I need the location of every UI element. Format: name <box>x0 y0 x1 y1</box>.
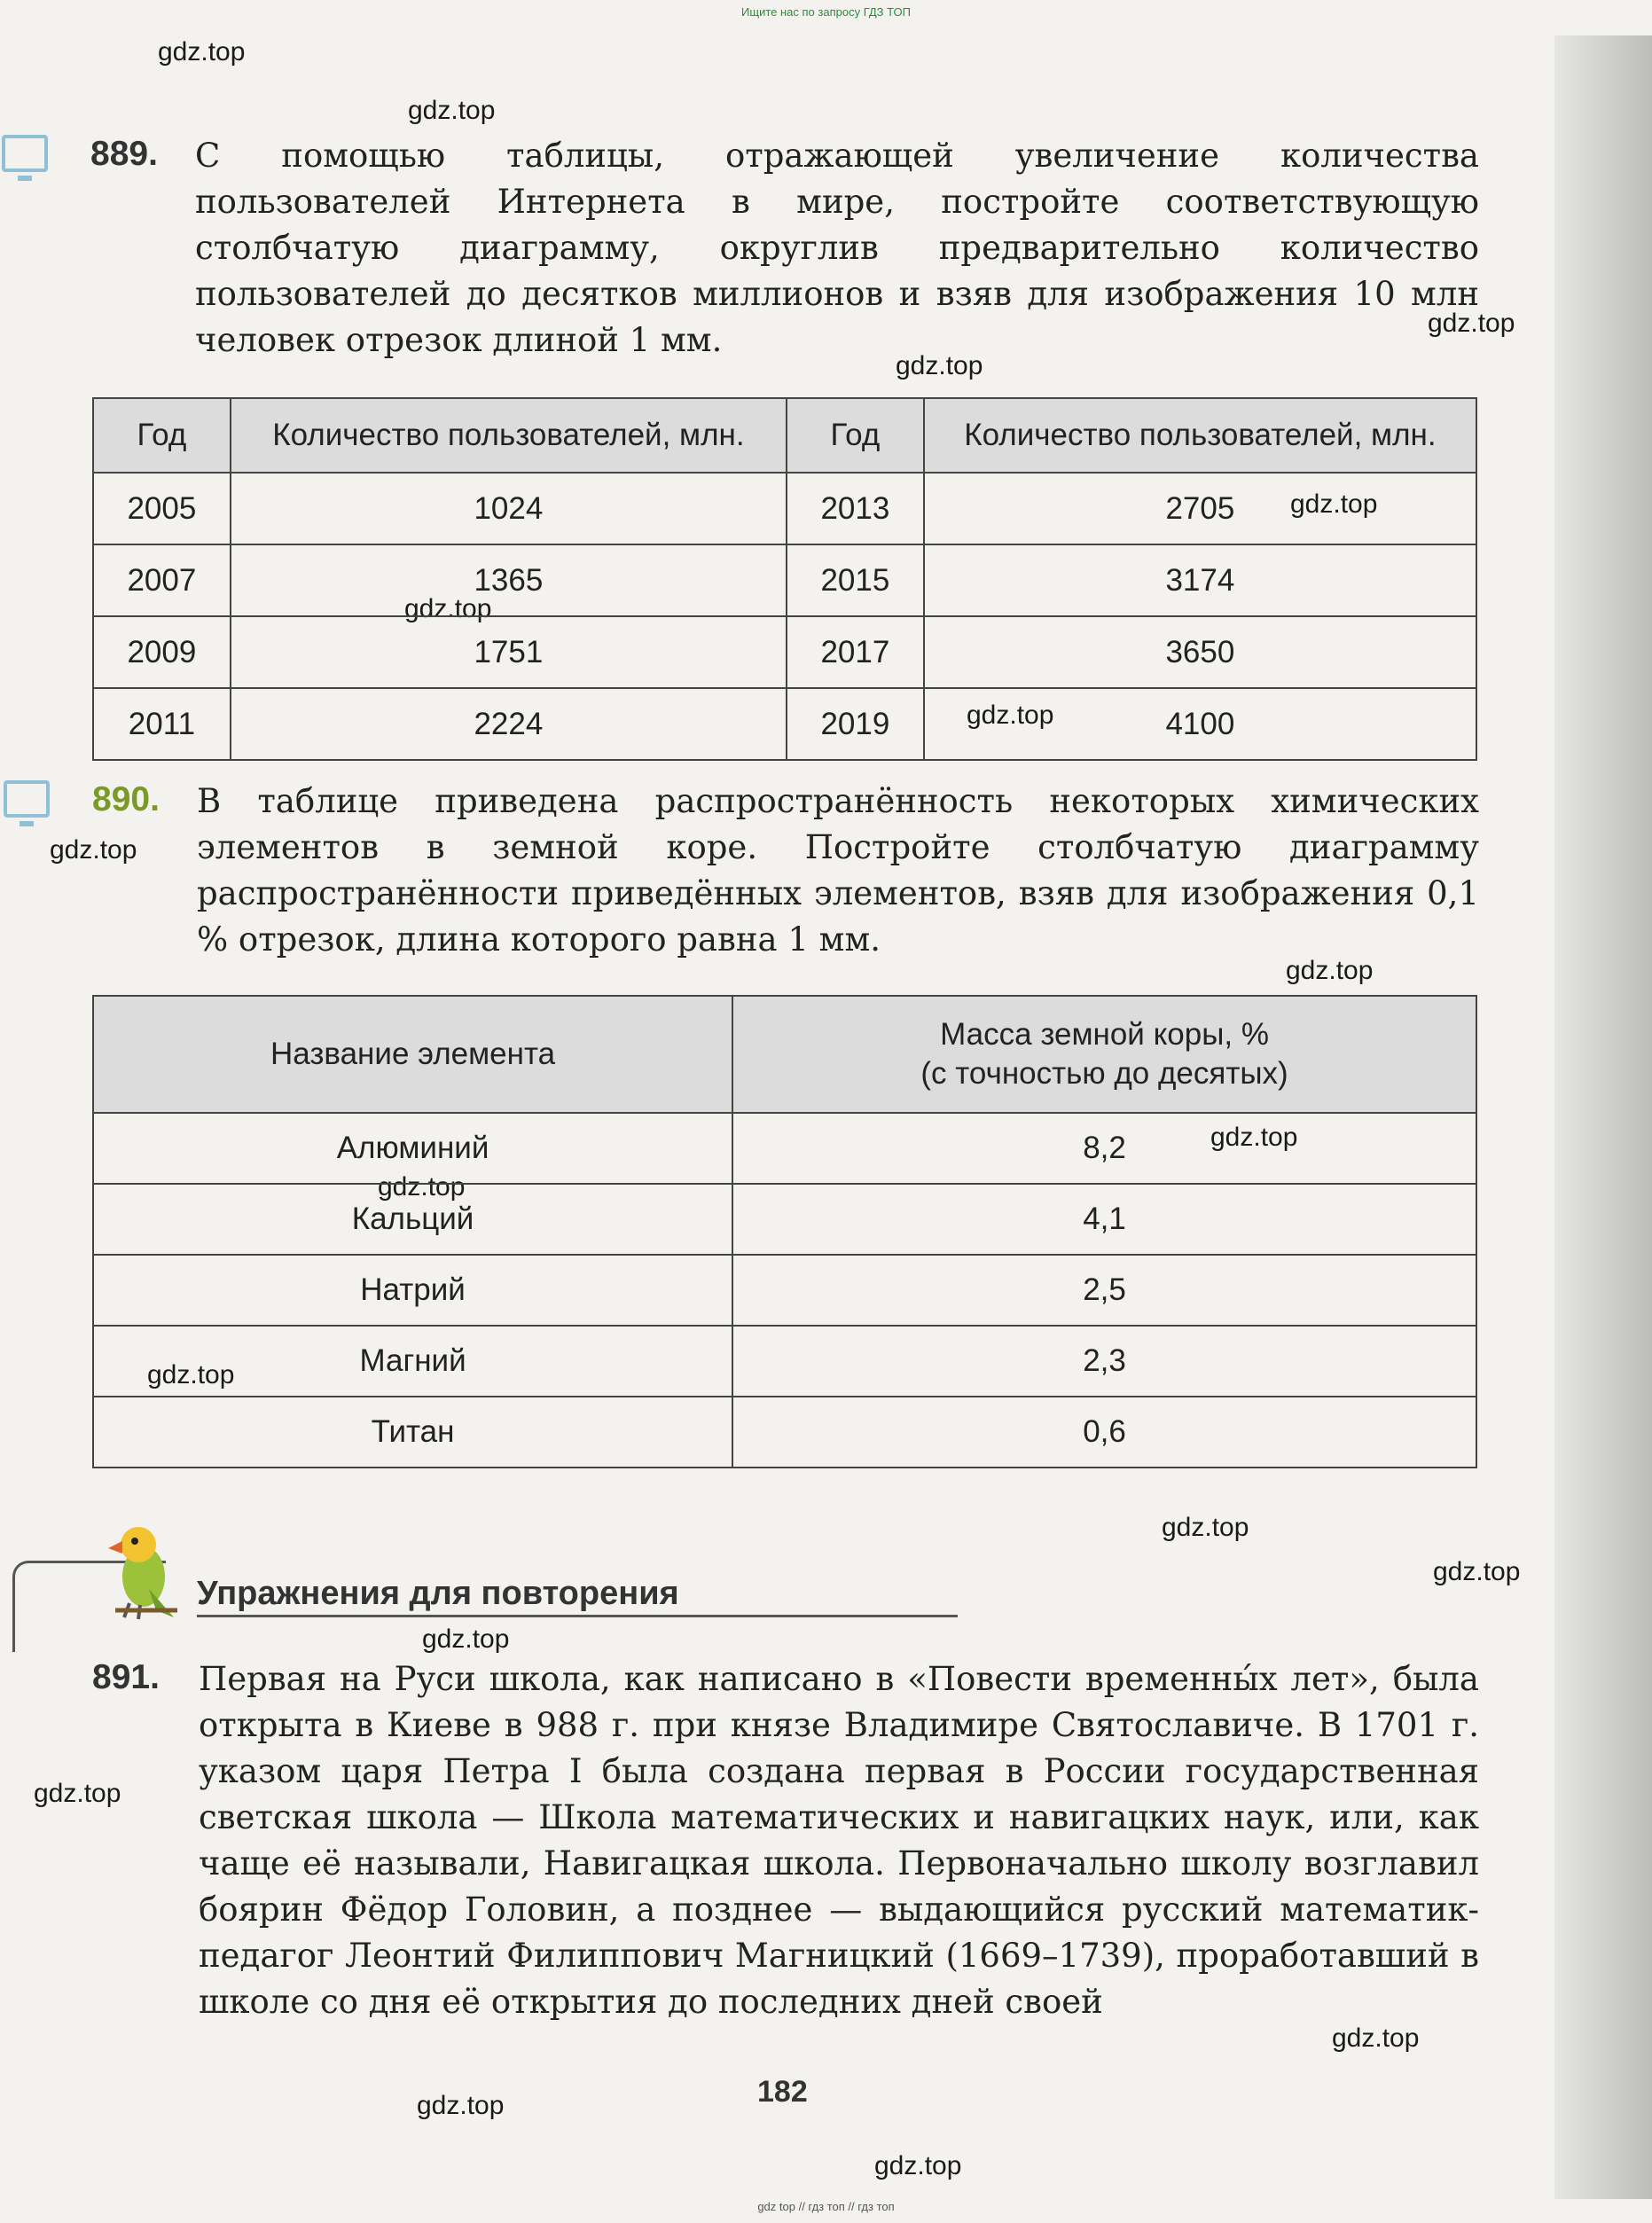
watermark: gdz.top <box>50 835 137 865</box>
table-cell: 1751 <box>231 616 787 688</box>
watermark: gdz.top <box>1290 489 1378 519</box>
watermark: gdz.top <box>1162 1513 1249 1542</box>
table-cell: Алюминий <box>93 1113 732 1184</box>
task-890-text: В таблице приведена распространённость некоторых химических элементов в земной коре. Постройте столбчатую диаграмму распространённости приведённых элементов, взяв для изображения 0,1 % отрезок, длина которого равна 1 мм. <box>197 782 1479 959</box>
column-header-mass: Масса земной коры, % (с точностью до десятых) <box>732 996 1476 1113</box>
watermark: gdz.top <box>417 2091 505 2120</box>
table-cell: 2007 <box>93 544 231 616</box>
table-row <box>93 544 1476 616</box>
watermark: gdz.top <box>1286 956 1374 985</box>
table-cell: 2705 <box>924 473 1476 544</box>
watermark: gdz.top <box>147 1360 235 1389</box>
watermark: gdz.top <box>99 1018 187 1047</box>
watermark: gdz.top <box>378 1172 466 1202</box>
table-row <box>93 1397 1476 1468</box>
table-row <box>93 1326 1476 1397</box>
table-cell: 2019 <box>787 688 924 760</box>
table-cell: 2,3 <box>732 1326 1476 1397</box>
table-cell: 4100 <box>924 688 1476 760</box>
column-header-year: Год <box>787 398 924 473</box>
table-row <box>93 1184 1476 1255</box>
table-cell: 2017 <box>787 616 924 688</box>
watermark: gdz.top <box>1332 2023 1420 2053</box>
watermark: gdz.top <box>408 96 496 125</box>
table-cell: Кальций <box>93 1184 732 1255</box>
parrot-icon <box>98 1518 183 1623</box>
table-cell: Натрий <box>93 1255 732 1326</box>
table-row <box>93 1113 1476 1184</box>
table-row <box>93 616 1476 688</box>
task-number-889: 889. <box>90 135 158 173</box>
table-cell: 8,2 <box>732 1113 1476 1184</box>
task-889-text: С помощью таблицы, отражающей увеличение количества пользователей Интернета в мире, постройте соответствующую столбчатую диаграмму, округлив предварительно количество пользователей до десятков миллионов и взяв для изображения 10 млн человек отрезок длиной 1 мм. <box>195 137 1479 359</box>
watermark: gdz.top <box>874 2151 962 2180</box>
section-title: Упражнения для повторения <box>197 1575 958 1617</box>
table-cell: Титан <box>93 1397 732 1468</box>
watermark: gdz.top <box>1428 309 1515 338</box>
table-cell: 3174 <box>924 544 1476 616</box>
bottom-banner: gdz top // гдз топ // гдз топ <box>757 2200 895 2213</box>
table-row <box>93 1255 1476 1326</box>
book-spine-shadow <box>1554 35 1652 2199</box>
page-number: 182 <box>757 2075 808 2109</box>
watermark: gdz.top <box>896 351 983 380</box>
table-cell: 1365 <box>231 544 787 616</box>
column-header-users: Количество пользователей, млн. <box>924 398 1476 473</box>
table-cell: 4,1 <box>732 1184 1476 1255</box>
table-cell: 2015 <box>787 544 924 616</box>
watermark: gdz.top <box>158 37 246 67</box>
internet-users-table <box>92 397 1477 761</box>
top-banner: Ищите нас по запросу ГДЗ ТОП <box>741 5 911 19</box>
table-cell: 0,6 <box>732 1397 1476 1468</box>
watermark: gdz.top <box>404 594 492 623</box>
table-cell: 2013 <box>787 473 924 544</box>
watermark: gdz.top <box>422 1624 510 1654</box>
table-cell: 2009 <box>93 616 231 688</box>
table-cell: 2,5 <box>732 1255 1476 1326</box>
column-header-element: Название элемента <box>93 996 732 1113</box>
table-cell: Магний <box>93 1326 732 1397</box>
table-cell: 2224 <box>231 688 787 760</box>
computer-icon <box>4 780 50 818</box>
column-header-users: Количество пользователей, млн. <box>231 398 787 473</box>
watermark: gdz.top <box>1210 1123 1298 1152</box>
table-cell: 2005 <box>93 473 231 544</box>
task-number-891: 891. <box>92 1658 160 1696</box>
table-row <box>93 473 1476 544</box>
computer-icon <box>2 135 48 172</box>
task-number-890: 890. <box>92 780 160 818</box>
task-891-text: Первая на Руси школа, как написано в «Повести временны́х лет», была открыта в Киеве в 988 г. при князе Владимире Святославиче. В 1701 г. указом царя Петра I была создана первая в России государственная светская школа — Школа математических и навигацких наук, или, как чаще её называли, Навигацкая школа. Первоначально школу возглавил боярин Фёдор Головин, а позднее — выдающийся русский математик-педагог Леонтий Филиппович Магницкий (1669–1739), проработавший в школе со дня её открытия до последних дней своей <box>199 1660 1479 2021</box>
table-row <box>93 688 1476 760</box>
watermark: gdz.top <box>1433 1557 1521 1586</box>
column-header-year: Год <box>93 398 231 473</box>
elements-table <box>92 995 1477 1468</box>
table-cell: 1024 <box>231 473 787 544</box>
table-cell: 3650 <box>924 616 1476 688</box>
watermark: gdz.top <box>34 1779 121 1808</box>
watermark: gdz.top <box>967 701 1054 730</box>
table-cell: 2011 <box>93 688 231 760</box>
